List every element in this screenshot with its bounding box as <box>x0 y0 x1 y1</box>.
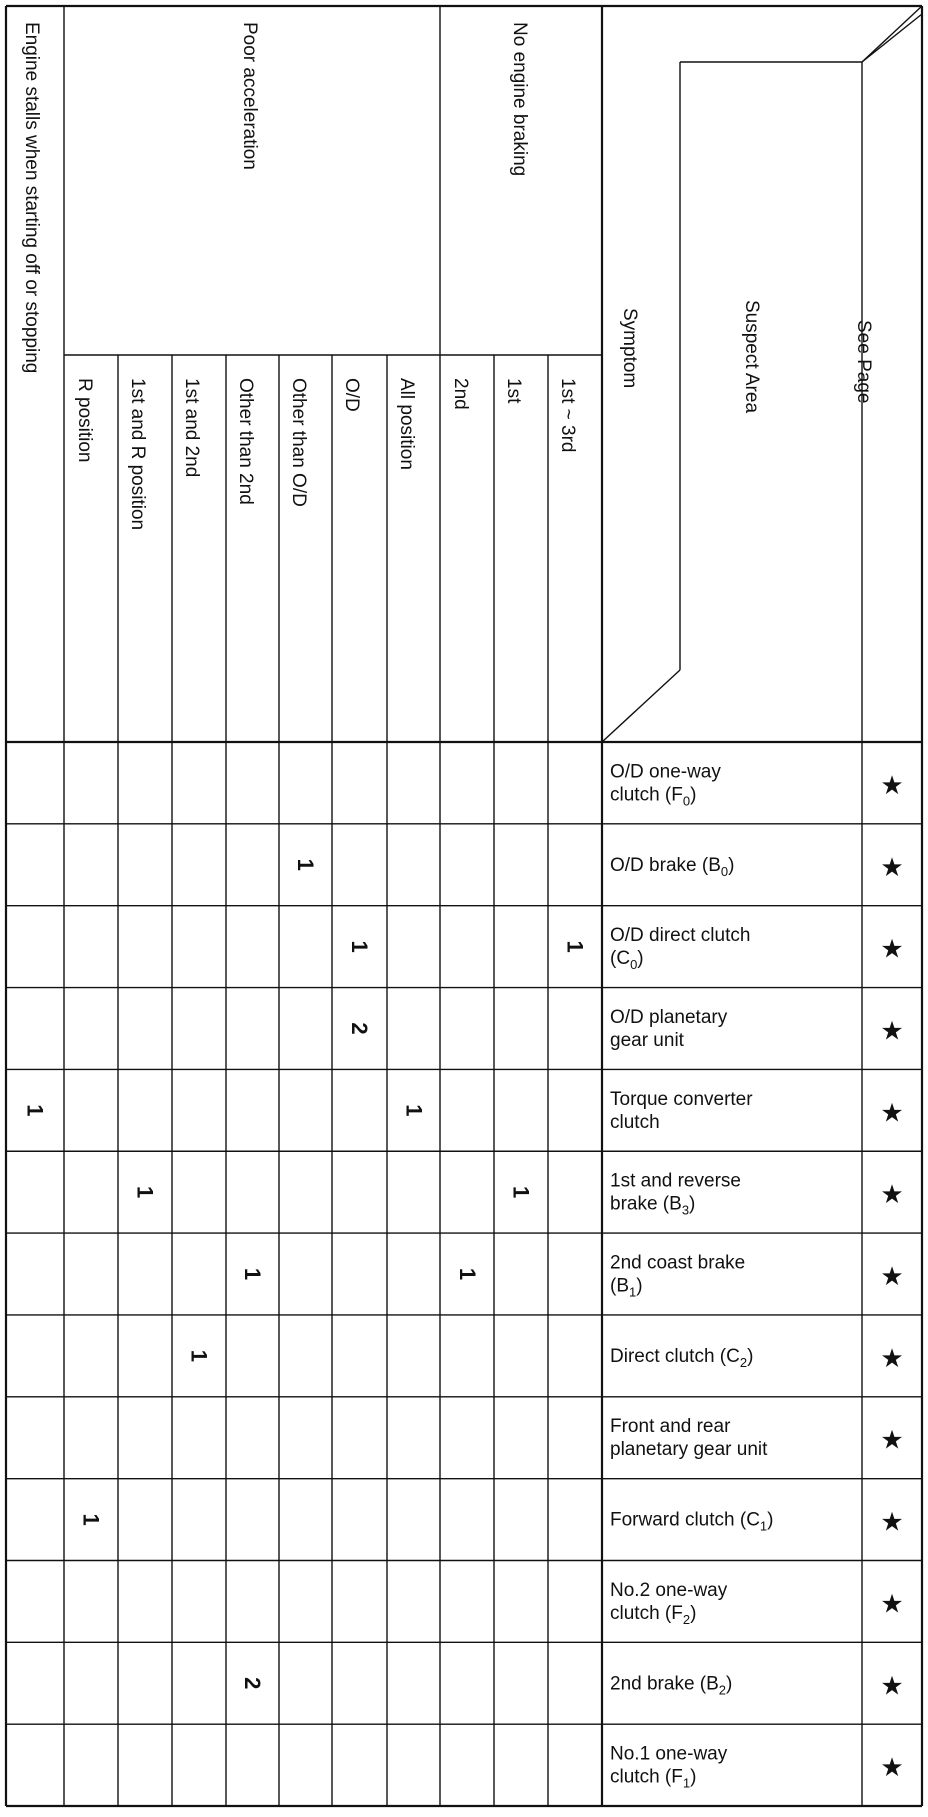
sub-column-headers <box>74 378 578 530</box>
suspect-area-text: Forward clutch $(C_1)$ <box>610 1509 774 1534</box>
suspect-area-text: $(B_1)$ <box>610 1275 643 1300</box>
table-grid <box>6 6 922 1806</box>
mark-cell: 1 <box>347 940 372 953</box>
header-suspect-area: Suspect Area <box>741 300 762 414</box>
see-page-star: ★ <box>880 1179 904 1210</box>
see-page-star: ★ <box>880 1015 904 1046</box>
see-page-star: ★ <box>880 1342 904 1373</box>
subheader-other-than-od: Other than O/D <box>288 378 309 507</box>
suspect-area-text: 2nd coast brake <box>610 1252 746 1274</box>
subheader-od: O/D <box>341 378 362 412</box>
mark-cell: 1 <box>132 1186 158 1199</box>
table-row <box>187 1343 904 1373</box>
subheader-1st: 1st <box>503 378 524 404</box>
suspect-area-text: O/D direct clutch <box>610 925 751 947</box>
table-row <box>610 1580 904 1627</box>
see-page-star: ★ <box>880 1670 904 1701</box>
table-row <box>347 1007 904 1051</box>
mark-cell: 1 <box>562 940 588 953</box>
subheader-2nd: 2nd <box>450 378 471 410</box>
mark-cell: 1 <box>508 1186 534 1199</box>
suspect-area-text: $(C_0)$ <box>610 948 644 973</box>
table-row <box>133 1171 904 1218</box>
suspect-area-text: clutch <box>610 1111 660 1133</box>
see-page-star: ★ <box>880 933 904 964</box>
diagonal-line-2 <box>862 14 922 62</box>
mark-cell: 1 <box>401 1104 427 1117</box>
suspect-area-text: Torque converter <box>610 1088 753 1110</box>
suspect-area-text: O/D planetary <box>610 1006 728 1028</box>
mark-cell: 2 <box>240 1677 265 1690</box>
table-row <box>293 852 904 882</box>
table-row <box>610 1416 904 1460</box>
mark-cell: 1 <box>240 1267 265 1281</box>
suspect-area-text: 1st and reverse <box>610 1170 741 1192</box>
subheader-other-than-2nd: Other than 2nd <box>235 378 256 505</box>
mark-cell: 1 <box>293 858 318 871</box>
subheader-1st-and-r-position: 1st and R position <box>127 378 148 531</box>
subheader-r-position: R position <box>74 378 95 463</box>
see-page-star: ★ <box>880 1506 904 1537</box>
mark-cell: 2 <box>347 1022 372 1035</box>
subheader-1st-to-3rd: 1st ~ 3rd <box>557 378 578 453</box>
see-page-star: ★ <box>880 1424 904 1455</box>
suspect-area-text: O/D one-way <box>610 761 721 783</box>
diagonal-line <box>862 6 922 62</box>
table-row <box>240 1670 904 1700</box>
suspect-area-text: Front and rear <box>610 1416 731 1438</box>
header-see-page: See Page <box>853 320 874 404</box>
mark-cell: 1 <box>22 1104 48 1117</box>
suspect-area-text: No.1 one-way <box>610 1743 728 1765</box>
see-page-star: ★ <box>880 1588 904 1619</box>
see-page-star: ★ <box>880 851 904 882</box>
see-page-star: ★ <box>880 1752 904 1783</box>
see-page-star: ★ <box>880 769 904 800</box>
table-row <box>23 1089 904 1133</box>
mark-cell: 1 <box>78 1513 104 1526</box>
suspect-area-text: Direct clutch $(C_2)$ <box>610 1345 754 1370</box>
suspect-area-text: gear unit <box>610 1029 684 1051</box>
suspect-area-text: No.2 one-way <box>610 1579 728 1601</box>
table-row <box>79 1507 904 1537</box>
mark-cell: 1 <box>455 1267 480 1281</box>
header-engine-stalls: Engine stalls when starting off or stopping <box>21 22 42 374</box>
suspect-area-text: planetary gear unit <box>610 1439 768 1461</box>
see-page-star: ★ <box>880 1097 904 1128</box>
suspect-area-text: clutch $(F_2)$ <box>610 1602 697 1627</box>
see-page-star: ★ <box>880 1261 904 1292</box>
suspect-area-text: clutch $(F_0)$ <box>610 784 697 809</box>
table-row <box>610 761 904 808</box>
table-row <box>240 1253 904 1300</box>
subheader-1st-and-2nd: 1st and 2nd <box>181 378 202 478</box>
table-row <box>347 925 904 972</box>
suspect-area-text: clutch $(F_1)$ <box>610 1766 697 1791</box>
table-cells <box>23 761 904 1790</box>
header-symptom: Symptom <box>619 308 640 389</box>
suspect-area-text: 2nd brake $(B_2)$ <box>610 1673 733 1698</box>
header-poor-acceleration: Poor acceleration <box>239 22 260 170</box>
suspect-area-text: O/D brake $(B_0)$ <box>610 854 735 879</box>
table-row <box>610 1744 904 1791</box>
diagonal-line <box>602 670 680 742</box>
subheader-all-position: All position <box>396 378 417 470</box>
header-no-engine-braking: No engine braking <box>509 22 530 177</box>
mark-cell: 1 <box>186 1349 212 1362</box>
suspect-area-text: brake $(B_3)$ <box>610 1193 696 1218</box>
